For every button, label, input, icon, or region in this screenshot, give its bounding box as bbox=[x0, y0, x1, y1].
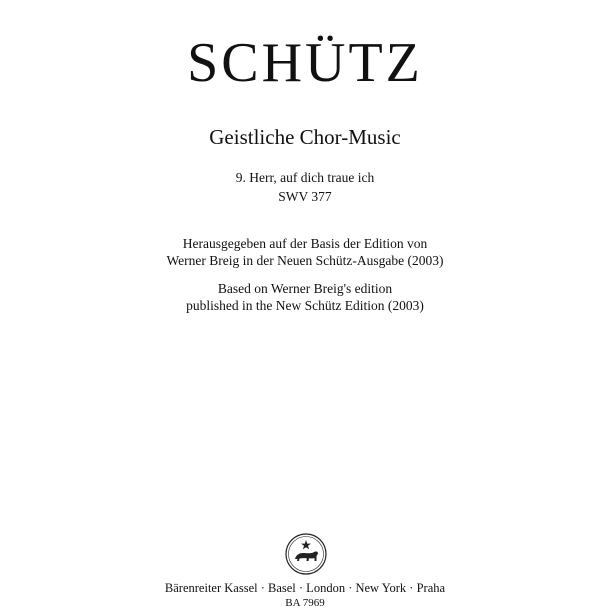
publisher-line: Bärenreiter Kassel · Basel · London · New York · Praha bbox=[164, 581, 446, 595]
edition-note-en-line-1: Based on Werner Breig's edition bbox=[217, 281, 393, 296]
work-title: Geistliche Chor-Music bbox=[209, 125, 401, 149]
edition-note-en-line-2: published in the New Schütz Edition (2003) bbox=[186, 298, 424, 313]
plate-number: BA 7969 bbox=[285, 597, 325, 609]
catalog-number: SWV 377 bbox=[278, 189, 332, 204]
edition-note-de-line-2: Werner Breig in der Neuen Schütz-Ausgabe (2003) bbox=[166, 253, 444, 268]
composer-name: SCHÜTZ bbox=[187, 32, 423, 94]
publisher-bear-logo-icon bbox=[284, 532, 328, 576]
piece-title: 9. Herr, auf dich traue ich bbox=[235, 170, 375, 185]
edition-note-de-line-1: Herausgegeben auf der Basis der Edition von bbox=[182, 236, 428, 251]
